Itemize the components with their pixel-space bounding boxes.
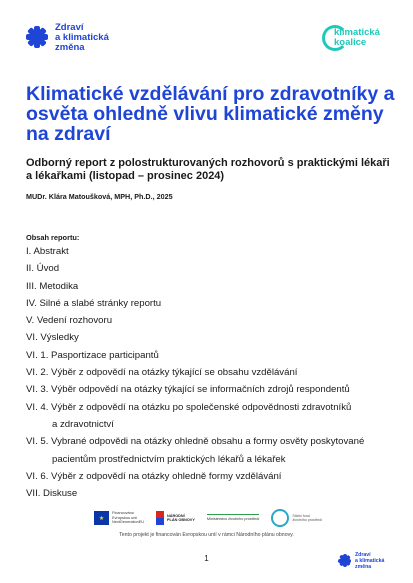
toc-item-text: VI. 4. Výběr z odpovědí na otázku po společenské odpovědnosti zdravotníků — [26, 401, 352, 413]
toc-heading: Obsah reportu: — [26, 233, 80, 242]
asterisk-logo-icon — [26, 26, 48, 48]
logo-text: Zdraví a klimatická změna — [55, 22, 109, 53]
page-subtitle: Odborný report z polostrukturovaných rozhovorů s praktickými lékaři a lékařkami (listopad – prosinec 2024) — [26, 157, 390, 182]
toc-item-text: III. Metodika — [26, 280, 79, 292]
toc-item-text: VI. 5. Vybrané odpovědi na otázky ohledně obsahu a formy osvěty poskytované — [26, 436, 365, 448]
toc-item — [26, 468, 396, 485]
ministry-logo: Ministerstvo životního prostředí — [207, 514, 260, 521]
logo-klimaticka-koalice: klimatická koalice — [322, 25, 388, 51]
toc-item-text: IV. Silné a slabé stránky reportu — [26, 297, 162, 309]
toc-item — [26, 295, 396, 312]
toc-item-text: V. Vedení rozhovoru — [26, 315, 113, 327]
toc-item-text: VII. Diskuse — [26, 488, 78, 500]
toc-item-continuation: pacientům prostřednictvím praktických lékařů a lékařek — [52, 453, 286, 465]
toc-item-text: VI. 1. Pasportizace participantů — [26, 349, 159, 361]
toc-item — [26, 278, 396, 295]
npo-logo: NÁRODNÍ PLÁN OBNOVY — [156, 511, 195, 525]
logo-zdravi-a-klimaticka-zmena — [26, 23, 109, 53]
toc-item — [26, 260, 396, 277]
circle-logo-icon — [271, 509, 289, 527]
toc-item-text: VI. Výsledky — [26, 332, 79, 344]
footer-logo: Zdraví a klimatická změna — [338, 553, 384, 570]
asterisk-logo-icon — [338, 554, 351, 567]
toc-item-continuation: a zdravotnictví — [52, 418, 114, 430]
page-number: 1 — [204, 554, 209, 563]
toc-item-text: VI. 2. Výběr z odpovědí na otázky týkající se obsahu vzdělávání — [26, 367, 298, 379]
table-of-contents — [26, 243, 396, 502]
toc-item — [26, 347, 396, 364]
page-title: Klimatické vzdělávání pro zdravotníky a osvěta ohledně vlivu klimatické změny na zdraví — [26, 83, 395, 145]
toc-item — [26, 399, 396, 434]
toc-item — [26, 243, 396, 260]
funding-note: Tento projekt je financován Evropskou unií v rámci Národního plánu obnovy. — [119, 532, 294, 538]
toc-item — [26, 433, 396, 468]
toc-item — [26, 329, 396, 346]
funders-strip — [94, 509, 322, 527]
toc-item-text: VI. 6. Výběr z odpovědí na otázky ohledně formy vzdělávání — [26, 470, 282, 482]
toc-item-text: II. Úvod — [26, 263, 60, 275]
toc-item-text: I. Abstrakt — [26, 246, 69, 257]
toc-item — [26, 364, 396, 381]
eu-logo: ★ Financováno Evropskou unií NextGenerationEU — [94, 509, 144, 527]
toc-item — [26, 381, 396, 398]
toc-item — [26, 312, 396, 329]
sfzp-logo-text: Státní fond životního prostředí — [292, 513, 322, 522]
toc-item — [26, 485, 396, 502]
eu-flag-icon: ★ — [94, 511, 109, 525]
npo-mark-icon — [156, 511, 164, 525]
author-line: MUDr. Klára Matoušková, MPH, Ph.D., 2025 — [26, 192, 173, 201]
toc-item-text: VI. 3. Výběr odpovědí na otázky týkající se informačních zdrojů respondentů — [26, 384, 350, 396]
